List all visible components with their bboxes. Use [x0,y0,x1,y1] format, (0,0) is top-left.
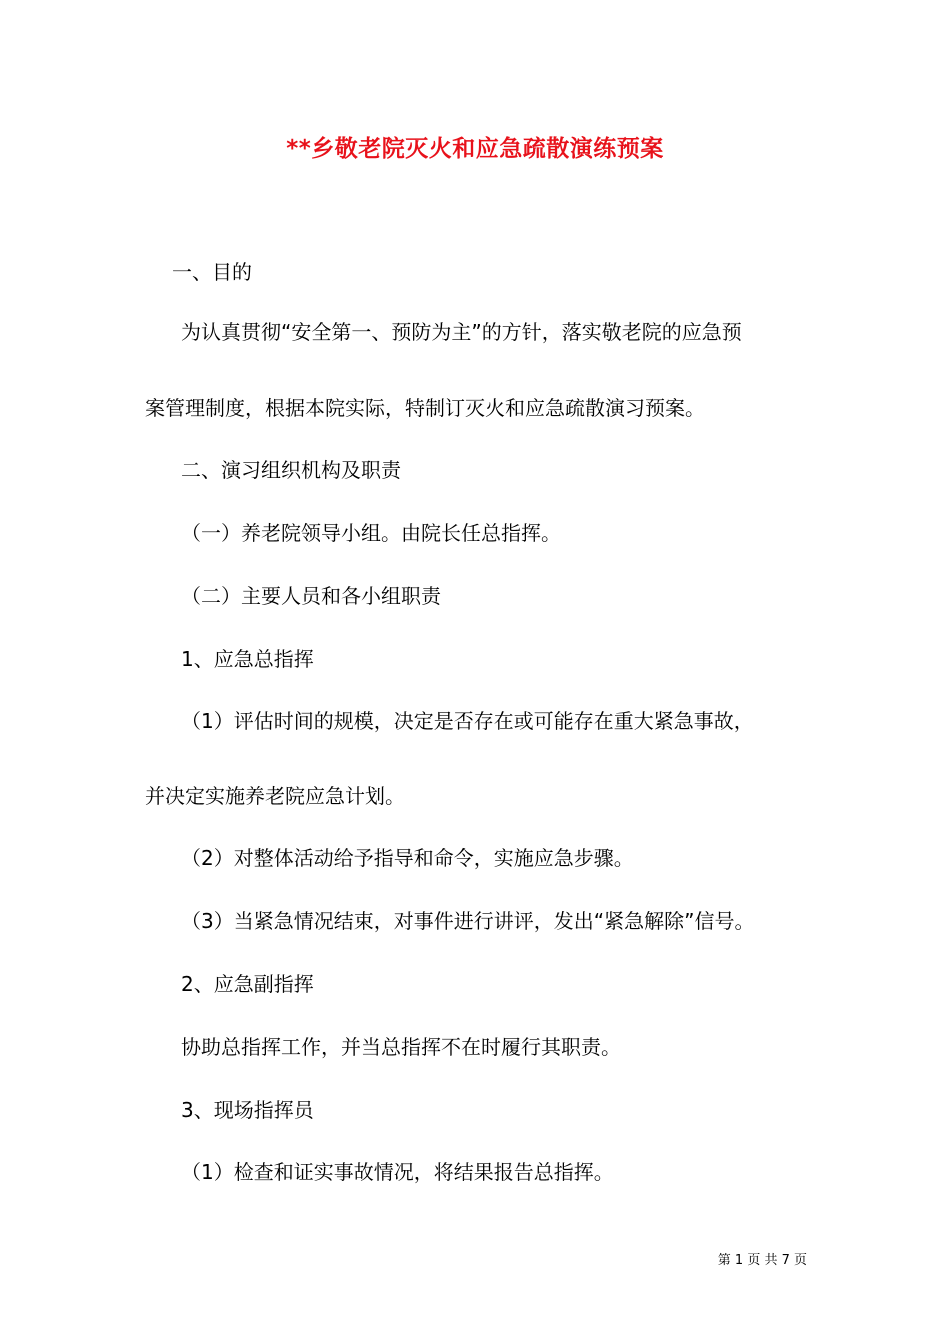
paragraph-line: （3）当紧急情况结束，对事件进行讲评，发出“紧急解除”信号。 [181,909,755,933]
subheading-line: 1、应急总指挥 [181,647,314,671]
section-heading-organization: 二、演习组织机构及职责 [181,458,401,482]
paragraph-line: （二）主要人员和各小组职责 [181,584,441,608]
page-number: 第 1 页 共 7 页 [717,1253,807,1268]
document-title: **乡敬老院灭火和应急疏散演练预案 [286,136,664,162]
paragraph-line: （2）对整体活动给予指导和命令，实施应急步骤。 [181,846,634,870]
paragraph-line: 协助总指挥工作，并当总指挥不在时履行其职责。 [181,1035,621,1059]
paragraph-line: 并决定实施养老院应急计划。 [145,784,405,808]
subheading-line: 2、应急副指挥 [181,972,314,996]
paragraph-line: （一）养老院领导小组。由院长任总指挥。 [181,521,561,545]
section-heading-purpose: 一、目的 [172,260,252,284]
subheading-line: 3、现场指挥员 [181,1098,314,1122]
paragraph-line: 案管理制度，根据本院实际，特制订灭火和应急疏散演习预案。 [145,396,705,420]
paragraph-line: （1）检查和证实事故情况，将结果报告总指挥。 [181,1160,614,1184]
paragraph-line: （1）评估时间的规模，决定是否存在或可能存在重大紧急事故， [181,709,754,733]
paragraph-line: 为认真贯彻“安全第一、预防为主”的方针，落实敬老院的应急预 [181,320,742,344]
